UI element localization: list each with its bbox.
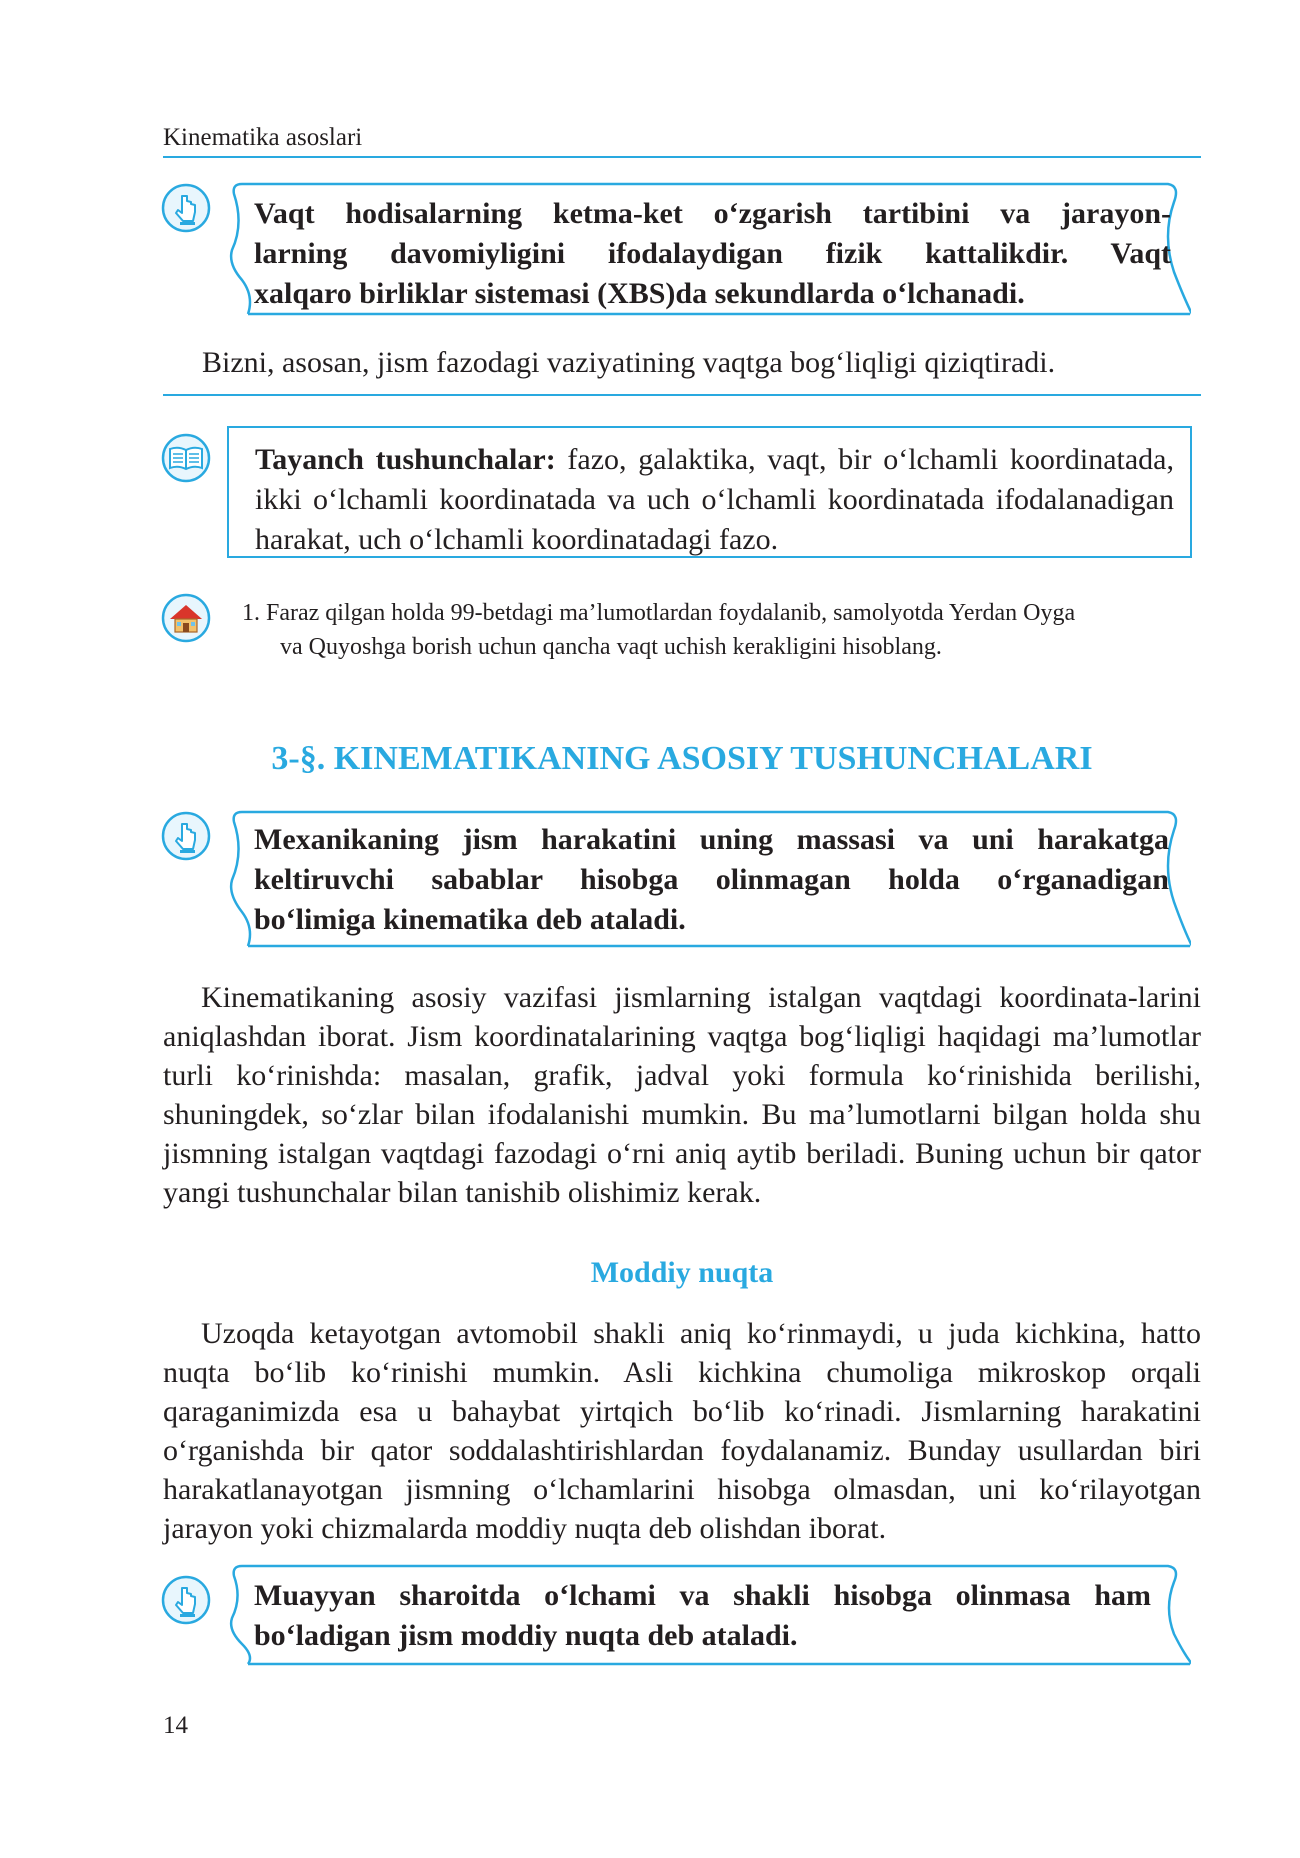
task-line-2: va Quyoshga borish uchun qancha vaqt uchish kerakligini hisoblang. — [280, 634, 942, 660]
body-paragraph — [163, 978, 1201, 1212]
definition-line: bo‘ladigan jism moddiy nuqta deb ataladi. — [254, 1619, 798, 1652]
intro-sentence: Bizni, asosan, jism fazodagi vaziyatining vaqtga bog‘liqligi qiziqtiradi. — [202, 346, 1056, 379]
intro-rule — [163, 394, 1201, 396]
homework-task — [242, 596, 1202, 664]
book-icon — [160, 432, 212, 484]
task-line-1: 1. Faraz qilgan holda 99-betdagi ma’lumotlardan foydalanib, samolyotda Yerdan Oyga — [242, 600, 1076, 626]
section-title: 3-§. KINEMATIKANING ASOSIY TUSHUNCHALARI — [271, 740, 1093, 777]
key-concepts-label: Tayanch tushunchalar: — [255, 443, 556, 476]
subsection-title: Moddiy nuqta — [590, 1256, 774, 1289]
pointing-hand-icon — [160, 1574, 212, 1626]
paragraph-kinematics-task: Kinematikaning asosiy vazifasi jismlarning istalgan vaqtdagi koordinata-larini aniqlashdan iborat. Jism koordinatalarining vaqtga bog‘liqligi haqidagi ma’lumotlar turli ko‘rinishda: masalan, grafik, jadval yoki formula ko‘rinishida berilishi, shuningdek, so‘zlar bilan ifodalanishi mumkin. Bu ma’lumotlarni bilgan holda shu jismning istalgan vaqtdagi fazodagi o‘rni aniq aytib beriladi. Buning uchun bir qator yangi tushunchalar bilan tanishib olishimiz kerak. — [163, 981, 1201, 1209]
definition-line: Muayyan sharoitda o‘lchami va shakli hisobga olinmasa ham — [254, 1579, 1151, 1612]
definition-box-kinematics — [228, 808, 1191, 950]
page-number: 14 — [163, 1712, 188, 1739]
definition-line: larning davomiyligini ifodalaydigan fizik kattalikdir. Vaqt — [254, 237, 1171, 270]
definition-box-material-point — [228, 1562, 1191, 1668]
pointing-hand-icon — [160, 810, 212, 862]
definition-box-time — [228, 180, 1191, 318]
definition-line: keltiruvchi sabablar hisobga olinmagan holda o‘rganadigan — [254, 863, 1169, 896]
definition-line: xalqaro birliklar sistemasi (XBS)da sekundlarda o‘lchanadi. — [254, 277, 1025, 310]
running-header: Kinematika asoslari — [163, 124, 363, 151]
definition-line: bo‘limiga kinematika deb ataladi. — [254, 903, 686, 936]
pointing-hand-icon — [160, 182, 212, 234]
key-concepts-box — [227, 426, 1192, 558]
body-paragraph — [163, 1314, 1201, 1548]
paragraph-material-point: Uzoqda ketayotgan avtomobil shakli aniq ko‘rinmaydi, u juda kichkina, hatto nuqta bo‘lib ko‘rinishi mumkin. Asli kichkina chumoliga mikroskop orqali qaraganimizda esa u bahaybat yirtqich bo‘lib ko‘rinadi. Jismlarning harakatini o‘rganishda bir qator soddalashtirishlardan foydalanamiz. Bunday usullardan biri harakatlanayotgan jismning o‘lchamlarini hisobga olmasdan, uni ko‘rilayotgan jarayon yoki chizmalarda moddiy nuqta deb olishdan iborat. — [163, 1317, 1201, 1545]
definition-line: Mexanikaning jism harakatini uning massasi va uni harakatga — [254, 823, 1169, 856]
header-rule — [163, 156, 1201, 158]
house-icon — [160, 592, 212, 644]
definition-line: Vaqt hodisalarning ketma-ket o‘zgarish tartibini va jarayon- — [254, 197, 1171, 230]
key-concepts-text: fazo, galaktika, vaqt, bir o‘lchamli koordinatada, ikki o‘lchamli koordinatada va uch o‘lchamli koordinatada ifodalanadigan harakat, uch o‘lchamli koordinatadagi fazo. — [255, 443, 1174, 556]
